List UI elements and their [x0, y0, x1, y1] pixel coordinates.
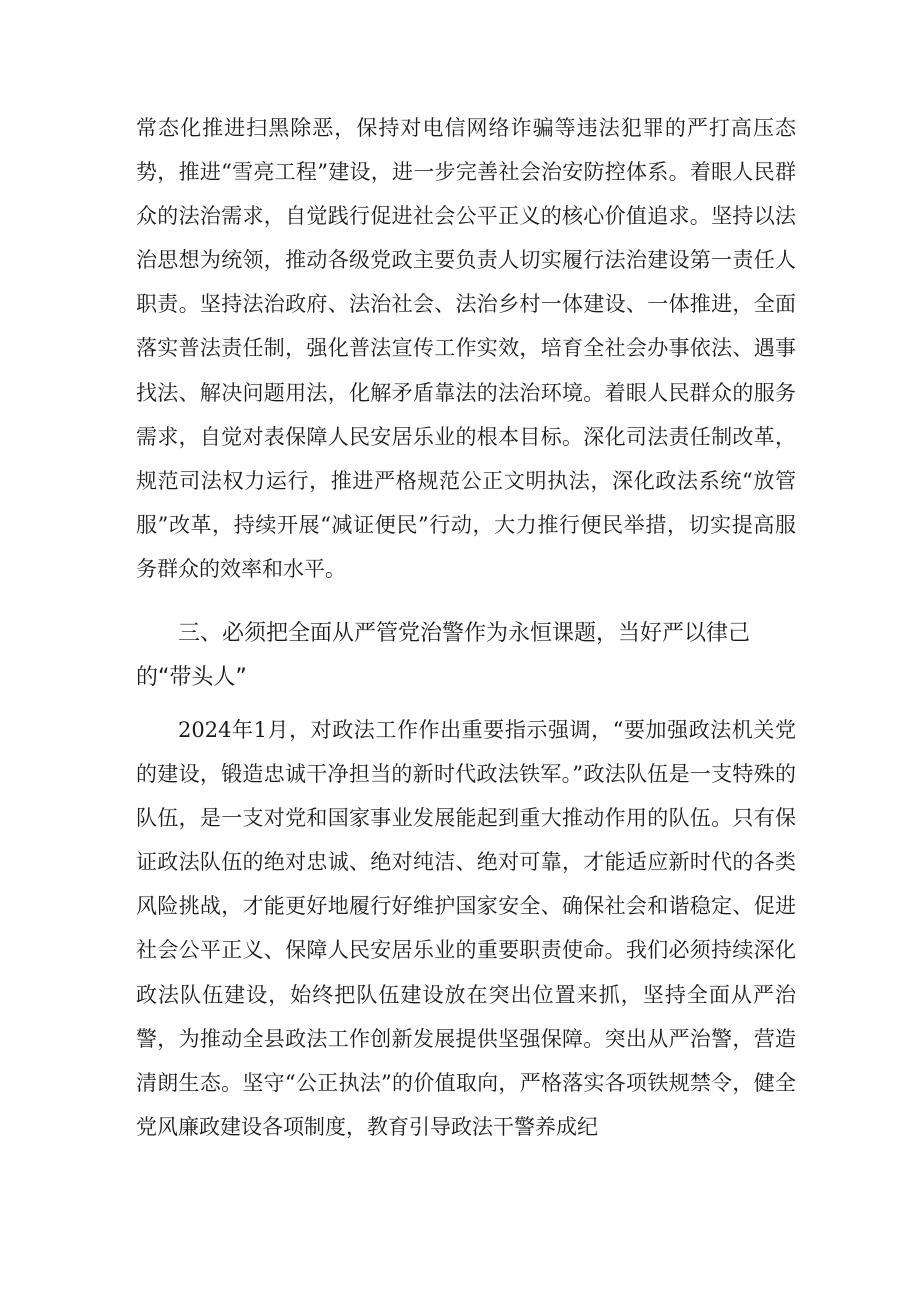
section-heading-block — [136, 612, 796, 700]
section-heading: 三、必须把全面从严管党治警作为永恒课题，当好严以律己的“带头人” — [136, 621, 751, 690]
paragraph-2: 2024年1月，对政法工作作出重要指示强调，“要加强政法机关党的建设，锻造忠诚干净担当的新时代政法铁军。”政法队伍是一支特殊的队伍，是一支对党和国家事业发展能起到重大推动作用的队伍。只有保证政法队伍的绝对忠诚、绝对纯洁、绝对可靠，才能适应新时代的各类风险挑战，才能更好地履行好维护国家安全、确保社会和谐稳定、促进社会公平正义、保障人民安居乐业的重要职责使命。我们必须持续深化政法队伍建设，始终把队伍建设放在突出位置来抓，坚持全面从严治警，为推动全县政法工作创新发展提供坚强保障。突出从严治警，营造清朗生态。坚守“公正执法”的价值取向，严格落实各项铁规禁令，健全党风廉政建设各项制度，教育引导政法干警养成纪 — [136, 718, 796, 1139]
body-section-1 — [136, 106, 796, 591]
paragraph-1: 常态化推进扫黑除恶，保持对电信网络诈骗等违法犯罪的严打高压态势，推进“雪亮工程”建设，进一步完善社会治安防控体系。着眼人民群众的法治需求，自觉践行促进社会公平正义的核心价值追求。坚持以法治思想为统领，推动各级党政主要负责人切实履行法治建设第一责任人职责。坚持法治政府、法治社会、法治乡村一体建设、一体推进，全面落实普法责任制，强化普法宣传工作实效，培育全社会办事依法、遇事找法、解决问题用法，化解矛盾靠法的法治环境。着眼人民群众的服务需求，自觉对表保障人民安居乐业的根本目标。深化司法责任制改革，规范司法权力运行，推进严格规范公正文明执法，深化政法系统“放管服”改革，持续开展“减证便民”行动，大力推行便民举措，切实提高服务群众的效率和水平。 — [136, 116, 796, 581]
body-section-2 — [136, 708, 796, 1149]
